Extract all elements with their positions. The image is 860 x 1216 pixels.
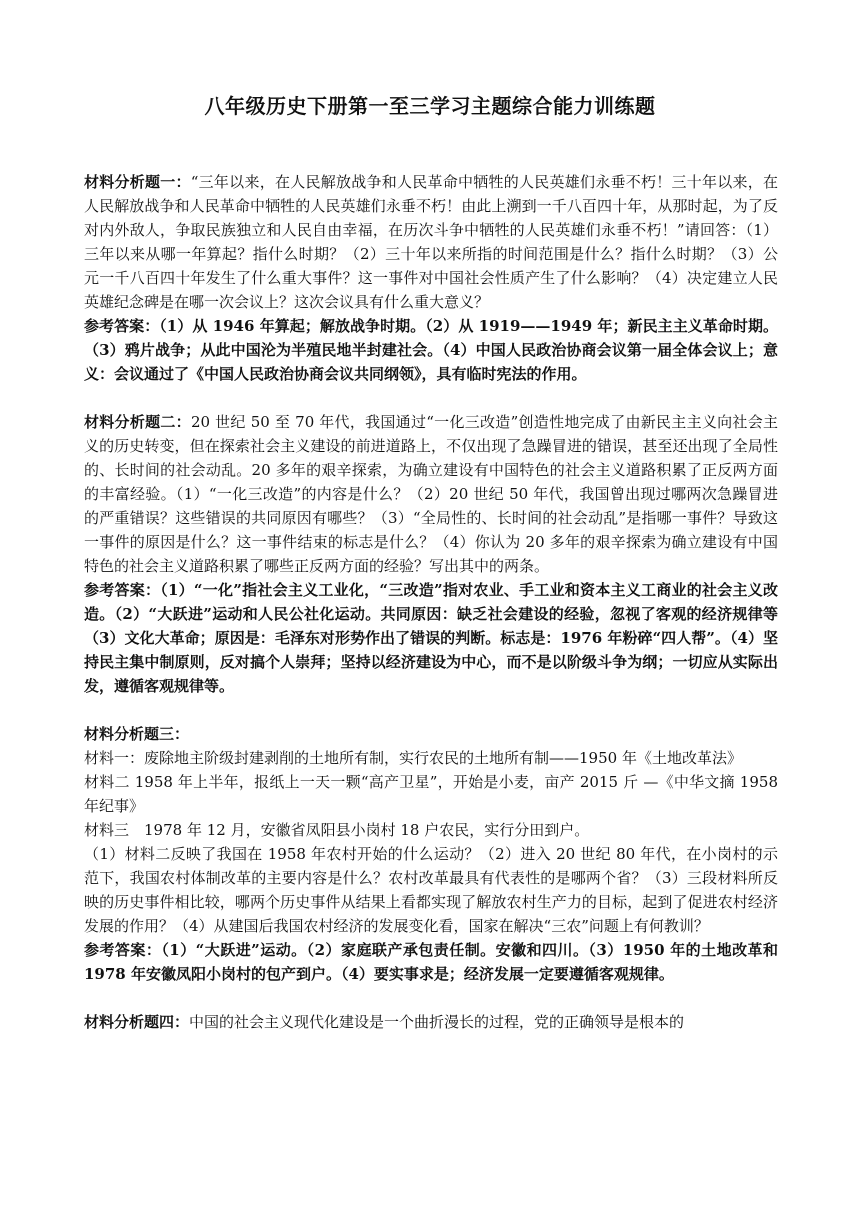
question-1-label: 材料分析题一： <box>84 173 191 191</box>
question-1-answer: 参考答案：（1）从 1946 年算起；解放战争时期。（2）从 1919——1949 年；新民主主义革命时期。（3）鸦片战争；从此中国沦为半殖民地半封建社会。（4）中国人民政治协商会议第一届全体会议上；意义：会议通过了《中国人民政治协商会议共同纲领》，具有临时宪法的作用。 <box>84 317 778 383</box>
question-3-material-1: 材料一：废除地主阶级封建剥削的土地所有制，实行农民的土地所有制——1950 年《土地改革法》 <box>84 749 742 767</box>
question-2-text: 20 世纪 50 至 70 年代，我国通过“一化三改造”创造性地完成了由新民主主义向社会主义的历史转变，但在探索社会主义建设的前进道路上，不仅出现了急躁冒进的错误，甚至还出现了全局性的、长时间的社会动乱。20 多年的艰辛探索，为确立建设有中国特色的社会主义道路积累了正反两方面的丰富经验。（1）“一化三改造”的内容是什么？（2）20 世纪 50 年代，我国曾出现过哪两次急躁冒进的严重错误？这些错误的共同原因有哪些？（3）“全局性的、长时间的社会动乱”是指哪一事件？导致这一事件的原因是什么？这一事件结束的标志是什么？（4）你认为 20 多年的艰辛探索为确立建设有中国特色的社会主义道路积累了哪些正反两方面的经验？写出其中的两条。 <box>84 413 778 575</box>
question-2-material <box>84 410 778 578</box>
question-4 <box>84 1010 778 1034</box>
question-3-questions: （1）材料二反映了我国在 1958 年农村开始的什么运动？（2）进入 20 世纪 80 年代，在小岗村的示范下，我国农村体制改革的主要内容是什么？农村改革最具有代表性的是哪两个省？（3）三段材料所反映的历史事件相比较，哪两个历史事件从结果上看都实现了解放农村生产力的目标，起到了促进农村经济发展的作用？（4）从建国后我国农村经济的发展变化看，国家在解决“三农”问题上有何教训？ <box>84 845 778 935</box>
question-1 <box>84 170 778 386</box>
question-3 <box>84 722 778 986</box>
document-title: 八年级历史下册第一至三学习主题综合能力训练题 <box>204 94 656 118</box>
question-3-label-text: 材料分析题三： <box>84 725 190 743</box>
question-3-material-2: 材料二 1958 年上半年，报纸上一天一颗“高产卫星”，开始是小麦，亩产 2015 斤 —《中华文摘 1958 年纪事》 <box>84 773 778 815</box>
question-4-label: 材料分析题四： <box>84 1013 190 1031</box>
question-4-material <box>84 1010 778 1034</box>
question-1-text: “三年以来，在人民解放战争和人民革命中牺牲的人民英雄们永垂不朽！三十年以来，在人民解放战争和人民革命中牺牲的人民英雄们永垂不朽！由此上溯到一千八百四十年，从那时起，为了反对内外敌人，争取民族独立和人民自由幸福，在历次斗争中牺牲的人民英雄们永垂不朽！”请回答：（1）三年以来从哪一年算起？指什么时期？（2）三十年以来所指的时间范围是什么？指什么时期？（3）公元一千八百四十年发生了什么重大事件？这一事件对中国社会性质产生了什么影响？（4）决定建立人民英雄纪念碑是在哪一次会议上？这次会议具有什么重大意义？ <box>84 173 778 311</box>
document-body <box>84 170 778 1058</box>
question-3-label <box>84 722 778 746</box>
question-2-label: 材料分析题二： <box>84 413 191 431</box>
question-3-answer: 参考答案：（1）“大跃进”运动。（2）家庭联产承包责任制。安徽和四川。（3）1950 年的土地改革和 1978 年安徽凤阳小岗村的包产到户。（4）要实事求是；经济发展一定要遵循客观规律。 <box>84 941 778 983</box>
question-4-text: 中国的社会主义现代化建设是一个曲折漫长的过程，党的正确领导是根本的 <box>189 1013 685 1031</box>
question-2 <box>84 410 778 698</box>
question-2-answer: 参考答案：（1）“一化”指社会主义工业化，“三改造”指对农业、手工业和资本主义工商业的社会主义改造。（2）“大跃进”运动和人民公社化运动。共同原因：缺乏社会建设的经验，忽视了客观的经济规律等（3）文化大革命；原因是：毛泽东对形势作出了错误的判断。标志是：1976 年粉碎“四人帮”。（4）坚持民主集中制原则，反对搞个人崇拜；坚持以经济建设为中心，而不是以阶级斗争为纲；一切应从实际出发，遵循客观规律等。 <box>84 581 778 695</box>
question-3-material-3: 材料三 1978 年 12 月，安徽省凤阳县小岗村 18 户农民，实行分田到户。 <box>84 821 590 839</box>
question-1-material <box>84 170 778 314</box>
